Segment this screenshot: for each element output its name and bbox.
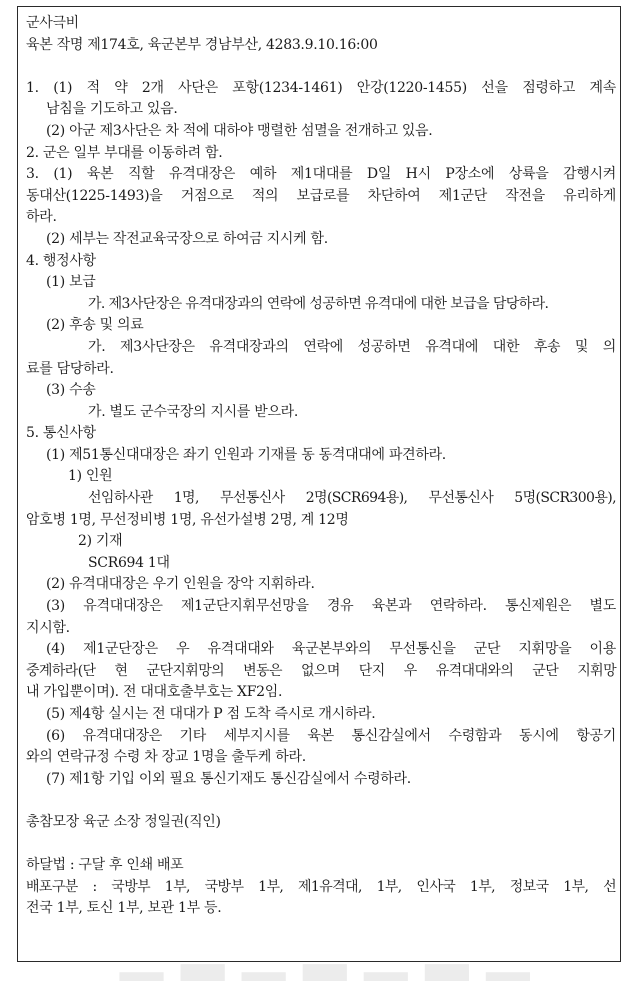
section-5-1-1-line-a: 선임하사관 1명, 무선통신사 2명(SCR694용), 무선통신사 5명(SCR300용), bbox=[88, 490, 616, 507]
section-5-7: (7) 제1항 기입 이외 필요 통신기재도 통신감실에서 수령하라. bbox=[46, 770, 411, 787]
section-5-6-line-b: 와의 연락규정 수령 차 장교 1명을 출두케 하라. bbox=[26, 749, 306, 766]
section-3-2: (2) 세부는 작전교육국장으로 하여금 지시케 함. bbox=[46, 230, 328, 247]
classification-label: 군사극비 bbox=[26, 15, 79, 31]
document-frame bbox=[17, 6, 621, 962]
section-3-1-line-b: 동대산(1225-1493)을 거점으로 적의 보급로를 차단하여 제1군단 작전을 유리하게 bbox=[26, 187, 616, 204]
section-5-3-line-a: (3) 유격대대장은 제1군단지휘무선망을 경유 육본과 연락하라. 통신제원은 별도 bbox=[46, 598, 616, 615]
distribution-list-line-b: 전국 1부, 토신 1부, 보관 1부 등. bbox=[26, 900, 222, 917]
section-4-2-item-a: 가. 제3사단장은 유격대장과의 연락에 성공하면 유격대에 대한 후송 및 의 bbox=[88, 338, 616, 355]
signature-line: 총참모장 육군 소장 정일권(직인) bbox=[26, 813, 221, 830]
section-3-1-line-c: 하라. bbox=[26, 209, 57, 226]
section-5-heading: 5. 통신사항 bbox=[26, 425, 96, 442]
section-5-6-line-a: (6) 유격대대장은 기타 세부지시를 육본 통신감실에서 수령함과 동시에 항공기 bbox=[46, 727, 616, 744]
section-5-1-1-line-b: 암호병 1명, 무선정비병 1명, 유선가설병 2명, 계 12명 bbox=[26, 511, 349, 528]
section-4-heading: 4. 행정사항 bbox=[26, 252, 96, 269]
section-2: 2. 군은 일부 부대를 이동하려 함. bbox=[26, 144, 223, 161]
order-line: 육본 작명 제174호, 육군본부 경남부산, 4283.9.10.16:00 bbox=[26, 36, 378, 53]
section-5-1-2-line-a: SCR694 1대 bbox=[88, 554, 170, 571]
section-3-1-line-a: 3. (1) 육본 직할 유격대장은 예하 제1대대를 D일 H시 P장소에 상륙을 감행시켜 bbox=[26, 166, 616, 183]
section-1-2: (2) 아군 제3사단은 차 적에 대하야 맹렬한 섬멸을 전개하고 있음. bbox=[46, 122, 433, 139]
show-through-shadow: ▁▂▁▂▁▂▁ bbox=[120, 916, 548, 981]
section-5-4-line-b: 중계하라(단 현 군단지휘망의 변동은 없으며 단지 우 유격대대와의 군단 지휘망 bbox=[26, 662, 616, 679]
section-5-1: (1) 제51통신대대장은 좌기 인원과 기재를 동 동격대대에 파견하라. bbox=[46, 446, 446, 463]
distribution-list-line-a: 배포구분 : 국방부 1부, 국방부 1부, 제1유격대, 1부, 인사국 1부, 정보국 1부, 선 bbox=[26, 878, 616, 895]
section-5-4-line-c: 내 가입뿐이며). 전 대대호출부호는 XF2임. bbox=[26, 684, 283, 701]
section-5-4-line-a: (4) 제1군단장은 우 유격대대와 육군본부와의 무선통신을 군단 지휘망을 이용 bbox=[46, 641, 616, 658]
section-4-3-heading: (3) 수송 bbox=[46, 382, 96, 399]
section-4-3-item: 가. 별도 군수국장의 지시를 받으라. bbox=[88, 403, 299, 420]
section-5-3-line-b: 지시함. bbox=[26, 619, 70, 636]
section-4-2-item-b: 료를 담당하라. bbox=[26, 360, 114, 377]
section-4-1-item: 가. 제3사단장은 유격대장과의 연락에 성공하면 유격대에 대한 보급을 담당하라. bbox=[88, 295, 549, 312]
section-1-1-line-b: 남침을 기도하고 있음. bbox=[46, 101, 178, 118]
distribution-method: 하달법 : 구달 후 인쇄 배포 bbox=[26, 857, 184, 874]
document-body bbox=[26, 13, 616, 920]
section-5-2: (2) 유격대대장은 우기 인원을 장악 지휘하라. bbox=[46, 576, 315, 593]
section-4-1-heading: (1) 보급 bbox=[46, 274, 96, 291]
section-5-1-1-heading: 1) 인원 bbox=[68, 468, 113, 485]
section-1-1-line-a: 1. (1) 적 약 2개 사단은 포항(1234-1461) 안강(1220-1455) 선을 점령하고 계속 bbox=[26, 79, 616, 96]
section-5-5: (5) 제4항 실시는 전 대대가 P 점 도착 즉시로 개시하라. bbox=[46, 706, 376, 722]
section-4-2-heading: (2) 후송 및 의료 bbox=[46, 317, 144, 334]
section-5-1-2-heading: 2) 기재 bbox=[78, 533, 123, 550]
